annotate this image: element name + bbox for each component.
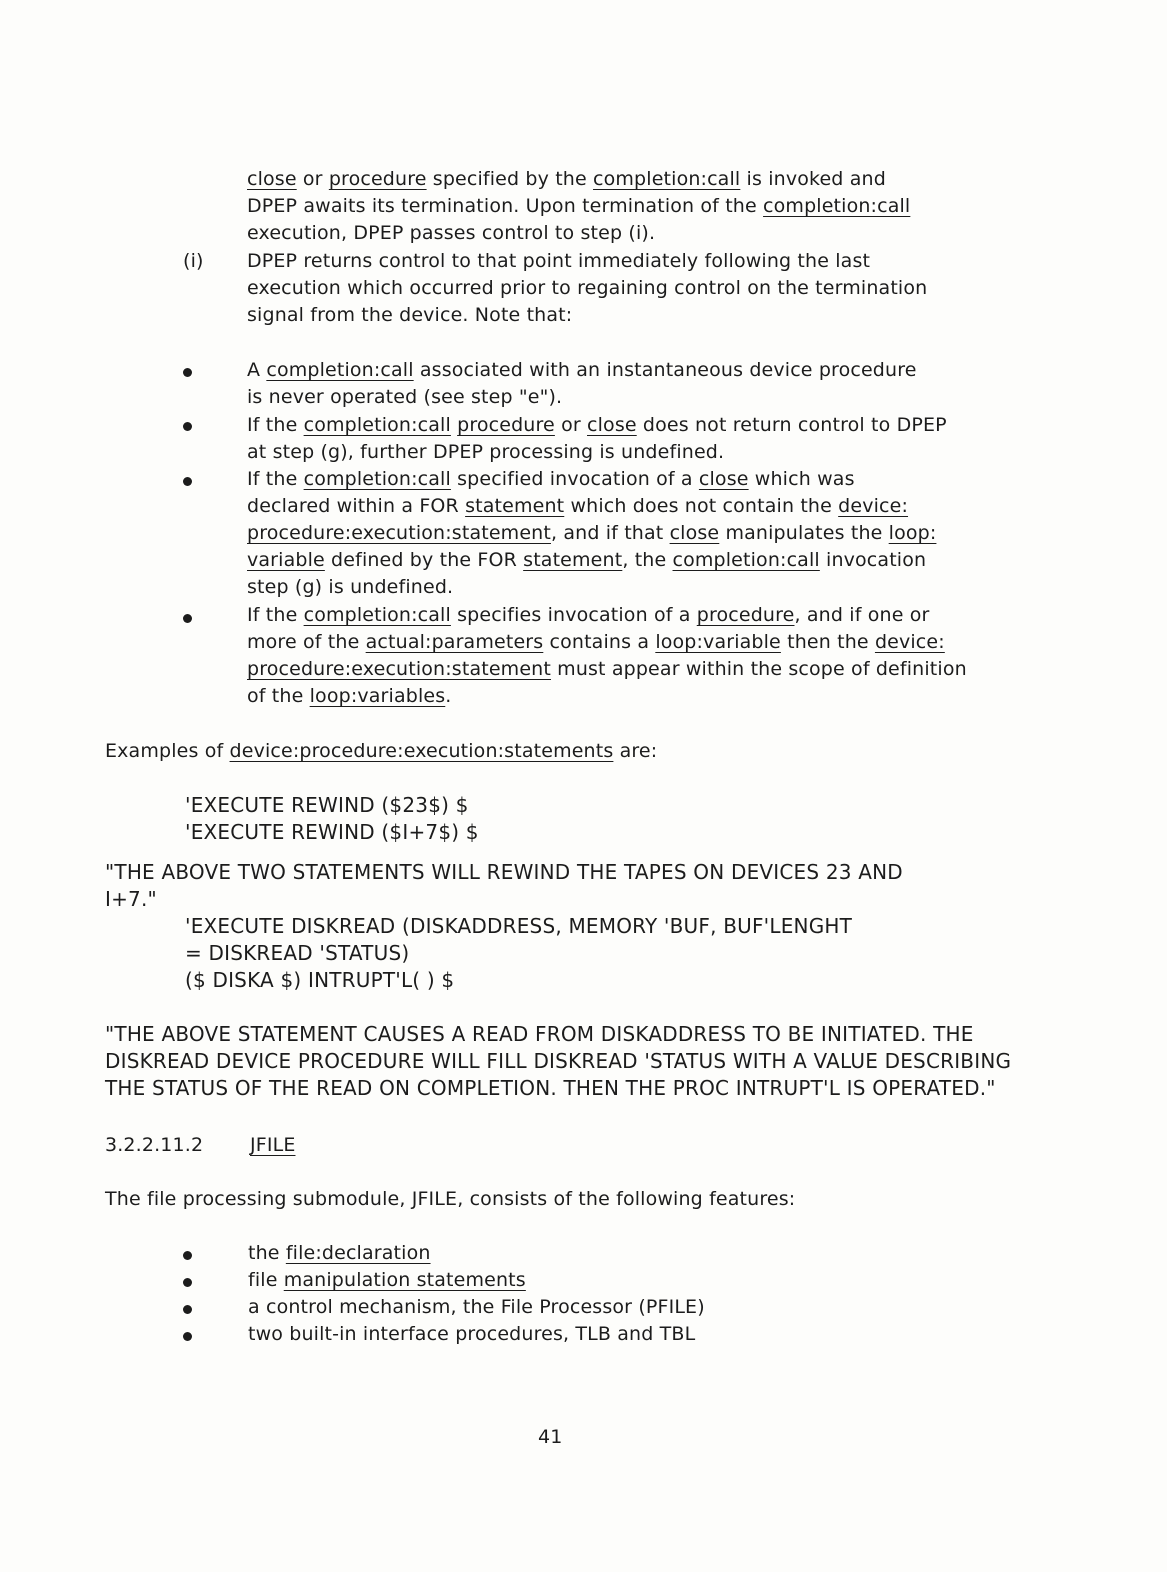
- text-run: file: [248, 1269, 284, 1291]
- text-run: invocation: [819, 549, 927, 571]
- underlined-term: completion:call: [303, 604, 451, 626]
- underlined-term: completion:call: [593, 168, 741, 190]
- feature-item: [248, 1267, 526, 1294]
- bullet-dot: [183, 422, 192, 431]
- section-title: JFILE: [250, 1134, 296, 1156]
- feature-item: [248, 1294, 705, 1321]
- underlined-term: completion:call: [303, 468, 451, 490]
- note-line: [247, 466, 855, 493]
- underlined-term: statement: [523, 549, 623, 571]
- underlined-term: close: [698, 468, 749, 490]
- code-comment-line: I+7.": [105, 887, 157, 911]
- note-line: [247, 412, 947, 439]
- text-run: , and if that: [550, 522, 670, 544]
- code-line: 'EXECUTE DISKREAD (DISKADDRESS, MEMORY 'BUF, BUF'LENGHT: [185, 914, 853, 938]
- note-line: [247, 629, 945, 656]
- bullet-dot: [183, 477, 192, 486]
- text-run: of the: [247, 685, 310, 707]
- underlined-term: file:declaration: [285, 1242, 431, 1264]
- note-line: [247, 574, 453, 601]
- code-comment-line: "THE ABOVE TWO STATEMENTS WILL REWIND THE TAPES ON DEVICES 23 AND: [105, 860, 903, 884]
- code-comment-line: THE STATUS OF THE READ ON COMPLETION. THEN THE PROC INTRUPT'L IS OPERATED.": [105, 1076, 996, 1100]
- text-run: specifies invocation of a: [450, 604, 697, 626]
- underlined-term: completion:call: [266, 359, 414, 381]
- underlined-term: close: [669, 522, 720, 544]
- text-run: must appear within the scope of definition: [550, 658, 967, 680]
- note-line: [247, 602, 929, 629]
- text-run: , the: [622, 549, 673, 571]
- step-marker: (i): [183, 250, 204, 272]
- page-number: 41: [538, 1426, 563, 1448]
- text-run: defined by the FOR: [324, 549, 524, 571]
- text-run: then the: [780, 631, 875, 653]
- code-line: = DISKREAD 'STATUS): [185, 941, 410, 965]
- note-line: [247, 547, 926, 574]
- underlined-term: device:: [838, 495, 909, 517]
- underlined-term: variable: [247, 549, 325, 571]
- code-line: 'EXECUTE REWIND ($I+7$) $: [185, 820, 479, 844]
- note-line: [247, 357, 917, 384]
- underlined-term: procedure:execution:statement: [247, 522, 551, 544]
- text-run: more of the: [247, 631, 366, 653]
- text-run: step (g) is undefined.: [247, 576, 454, 598]
- feature-item: [248, 1240, 431, 1267]
- text-run: is never operated (see step "e").: [247, 386, 563, 408]
- text-run: specified invocation of a: [450, 468, 699, 490]
- underlined-term: completion:call: [763, 195, 911, 217]
- continuation-line-1: [247, 166, 886, 193]
- code-line: 'EXECUTE REWIND ($23$) $: [185, 793, 469, 817]
- text-run: are:: [613, 740, 658, 762]
- note-line: [247, 439, 724, 466]
- note-line: [247, 384, 562, 411]
- underlined-term: completion:call: [672, 549, 820, 571]
- underlined-term: loop:: [888, 522, 937, 544]
- bullet-dot: [183, 1332, 192, 1341]
- bullet-dot: [183, 1278, 192, 1287]
- code-line: ($ DISKA $) INTRUPT'L( ) $: [185, 968, 455, 992]
- section-number: 3.2.2.11.2: [105, 1134, 204, 1156]
- note-line: [247, 656, 967, 683]
- step-i-line-1: DPEP returns control to that point immediately following the last: [247, 250, 871, 272]
- bullet-dot: [183, 614, 192, 623]
- underlined-term: device:procedure:execution:statements: [229, 740, 614, 762]
- bullet-dot: [183, 1251, 192, 1260]
- text-run: manipulates the: [719, 522, 889, 544]
- text-run: or: [554, 414, 588, 436]
- text-run: which does not contain the: [564, 495, 839, 517]
- underlined-term: manipulation statements: [283, 1269, 526, 1291]
- underlined-term: close: [247, 168, 297, 190]
- text-run: a control mechanism, the File Processor (PFILE): [248, 1296, 705, 1318]
- text-run: associated with an instantaneous device procedure: [413, 359, 917, 381]
- underlined-term: procedure:execution:statement: [247, 658, 551, 680]
- text-run: , and if one or: [794, 604, 930, 626]
- underlined-term: loop:variable: [655, 631, 781, 653]
- underlined-term: actual:parameters: [365, 631, 544, 653]
- text-run: If the: [247, 414, 304, 436]
- text-run: If the: [247, 468, 304, 490]
- underlined-term: device:: [874, 631, 945, 653]
- underlined-term: close: [587, 414, 637, 436]
- text-run: Examples of: [105, 740, 230, 762]
- code-comment-line: "THE ABOVE STATEMENT CAUSES A READ FROM DISKADDRESS TO BE INITIATED. THE: [105, 1022, 974, 1046]
- text-run: DPEP awaits its termination. Upon termination of the: [247, 195, 764, 217]
- step-i-line-3: signal from the device. Note that:: [247, 304, 573, 326]
- file-intro: The file processing submodule, JFILE, consists of the following features:: [105, 1188, 796, 1210]
- note-line: [247, 683, 451, 710]
- bullet-dot: [183, 368, 192, 377]
- bullet-dot: [183, 1305, 192, 1314]
- underlined-term: procedure: [457, 414, 555, 436]
- text-run: declared within a FOR: [247, 495, 466, 517]
- text-run: does not return control to DPEP: [636, 414, 947, 436]
- underlined-term: statement: [465, 495, 565, 517]
- text-run: .: [445, 685, 452, 707]
- underlined-term: procedure: [328, 168, 427, 190]
- text-run: two built-in interface procedures, TLB and TBL: [248, 1323, 696, 1345]
- text-run: at step (g), further DPEP processing is undefined.: [247, 441, 725, 463]
- text-run: specified by the: [426, 168, 594, 190]
- feature-item: [248, 1321, 695, 1348]
- note-line: [247, 493, 908, 520]
- code-comment-line: DISKREAD DEVICE PROCEDURE WILL FILL DISKREAD 'STATUS WITH A VALUE DESCRIBING: [105, 1049, 1012, 1073]
- continuation-line-3: execution, DPEP passes control to step (i).: [247, 222, 656, 244]
- text-run: or: [296, 168, 329, 190]
- underlined-term: loop:variables: [309, 685, 446, 707]
- continuation-line-2: [247, 193, 910, 220]
- text-run: is invoked and: [740, 168, 886, 190]
- text-run: If the: [247, 604, 304, 626]
- text-run: which was: [748, 468, 855, 490]
- text-run: contains a: [543, 631, 656, 653]
- text-run: A: [247, 359, 267, 381]
- step-i-line-2: execution which occurred prior to regaining control on the termination: [247, 277, 928, 299]
- note-line: [247, 520, 936, 547]
- examples-intro: [105, 738, 657, 765]
- underlined-term: completion:call: [303, 414, 451, 436]
- text-run: the: [248, 1242, 286, 1264]
- underlined-term: procedure: [696, 604, 795, 626]
